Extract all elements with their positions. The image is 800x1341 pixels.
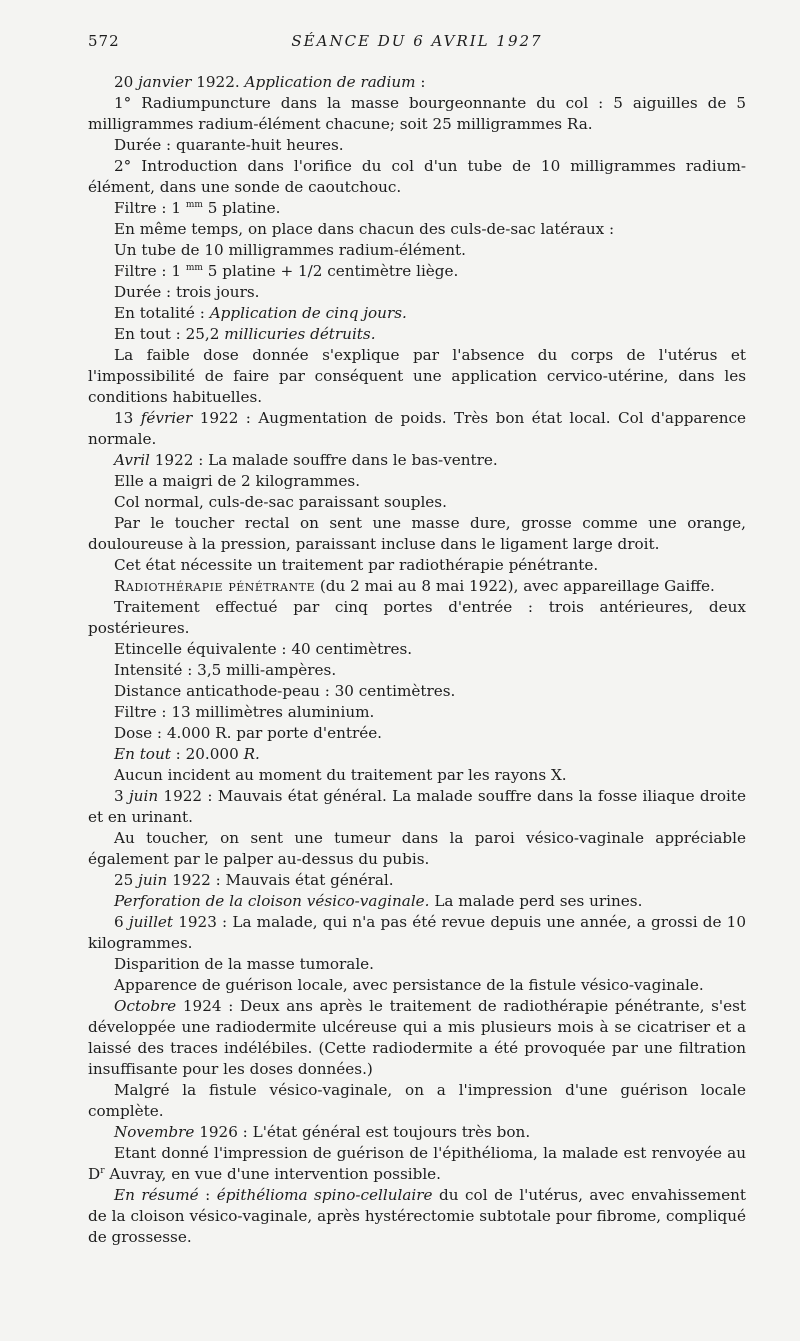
paragraph: Malgré la fistule vésico-vaginale, on a l'impression d'une guérison locale complète. [88,1081,746,1120]
paragraph: Aucun incident au moment du traitement par les rayons X. [114,766,567,784]
paragraph: En tout : 25,2 millicuries détruits. [114,325,376,343]
paragraph: La faible dose donnée s'explique par l'absence du corps de l'utérus et l'impossibilité de faire par conséquent une application cervico-utérine, dans les conditions habituelles. [88,346,746,406]
paragraph: En résumé : épithélioma spino-cellulaire du col de l'utérus, avec envahissement de la cloison vésico-vaginale, après hystérectomie subtotale pour fibrome, compliqué de grossesse. [88,1186,746,1246]
paragraph: Apparence de guérison locale, avec persistance de la fistule vésico-vaginale. [114,976,704,994]
paragraph: Filtre : 13 millimètres aluminium. [114,703,375,721]
paragraph: En tout : 20.000 R. [114,745,260,763]
running-title: SÉANCE DU 6 AVRIL 1927 [291,32,543,50]
page-number: 572 [88,32,120,50]
page-body [88,72,746,1248]
paragraph: Distance anticathode-peau : 30 centimètres. [114,682,456,700]
paragraph: 6 juillet 1923 : La malade, qui n'a pas été revue depuis une année, a grossi de 10 kilogrammes. [88,913,746,952]
paragraph: Etincelle équivalente : 40 centimètres. [114,640,413,658]
paragraph: Intensité : 3,5 milli-ampères. [114,661,337,679]
paragraph: Col normal, culs-de-sac paraissant souples. [114,493,447,511]
paragraph: Dose : 4.000 R. par porte d'entrée. [114,724,383,742]
paragraph: Au toucher, on sent une tumeur dans la paroi vésico-vaginale appréciable également par le palper au-dessus du pubis. [88,829,746,868]
paragraph: Avril 1922 : La malade souffre dans le bas-ventre. [114,451,498,469]
paragraph: Durée : quarante-huit heures. [114,136,344,154]
paragraph: 20 janvier 1922. Application de radium : [114,73,426,91]
paragraph: 3 juin 1922 : Mauvais état général. La malade souffre dans la fosse iliaque droite et en urinant. [88,787,746,826]
paragraph: Radiothérapie pénétrante (du 2 mai au 8 mai 1922), avec appareillage Gaiffe. [114,577,715,595]
paragraph: Elle a maigri de 2 kilogrammes. [114,472,361,490]
paragraph: Octobre 1924 : Deux ans après le traitement de radiothérapie pénétrante, s'est développée une radiodermite ulcéreuse qui a mis plusieurs mois à se cicatriser et a laissé des traces indélébiles. (Cette radiodermite a été provoquée par une filtration insuffisante pour les doses données.) [88,997,746,1078]
paragraph: 13 février 1922 : Augmentation de poids. Très bon état local. Col d'apparence normale. [88,409,747,448]
paragraph: Par le toucher rectal on sent une masse dure, grosse comme une orange, douloureuse à la pression, paraissant incluse dans le ligament large droit. [88,514,746,553]
paragraph: Disparition de la masse tumorale. [114,955,374,973]
paragraph: 25 juin 1922 : Mauvais état général. [114,871,394,889]
paragraph: 2° Introduction dans l'orifice du col d'un tube de 10 milligrammes radium-élément, dans une sonde de caoutchouc. [88,157,746,196]
paragraph: Etant donné l'impression de guérison de l'épithélioma, la malade est renvoyée au $D^r$ Auvray, en vue d'une intervention possible. [88,1144,746,1183]
paragraph: Durée : trois jours. [114,283,260,301]
paragraph: Cet état nécessite un traitement par radiothérapie pénétrante. [114,556,599,574]
paragraph: Traitement effectué par cinq portes d'entrée : trois antérieures, deux postérieures. [88,598,746,637]
paragraph: Filtre : 1 $^{mm}$ 5 platine + 1/2 centimètre liège. [114,262,459,280]
paragraph: Filtre : 1 $^{mm}$ 5 platine. [114,199,281,217]
paragraph: Un tube de 10 milligrammes radium-élément. [114,241,466,259]
paragraph: 1° Radiumpuncture dans la masse bourgeonnante du col : 5 aiguilles de 5 milligrammes radium-élément chacune; soit 25 milligrammes Ra. [88,94,746,133]
paragraph: En même temps, on place dans chacun des culs-de-sac latéraux : [114,220,615,238]
paragraph: Perforation de la cloison vésico-vaginale. La malade perd ses urines. [114,892,643,910]
paragraph: En totalité : Application de cinq jours. [114,304,407,322]
paragraph: Novembre 1926 : L'état général est toujours très bon. [114,1123,531,1141]
